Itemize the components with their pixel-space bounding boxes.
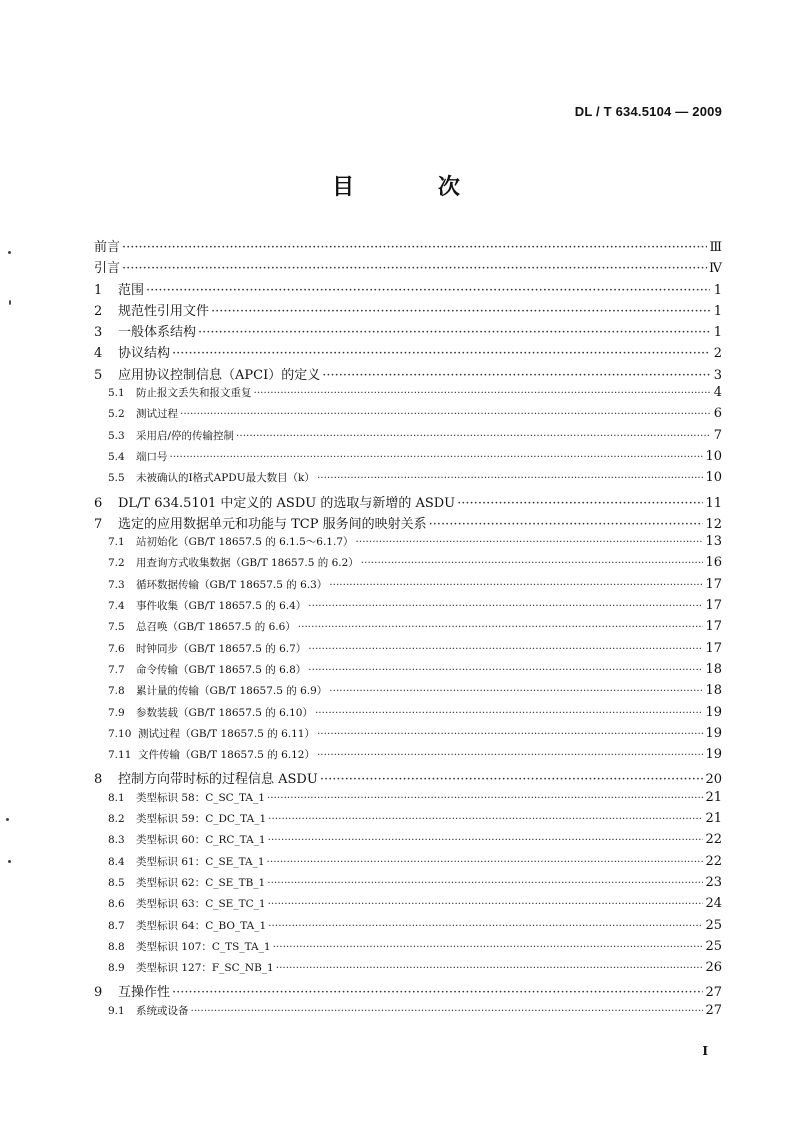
toc-entry-page: 10	[705, 448, 722, 464]
toc-entry-number: 8	[94, 772, 103, 788]
toc-entry-label: 类型标识 61：C_SE_TA_1	[136, 855, 265, 868]
toc-entry-number: 4	[94, 346, 103, 362]
toc-entry-number: 8.4	[108, 855, 125, 868]
toc-entry[interactable]	[94, 406, 722, 427]
toc-entry-label: 类型标识 58：C_SC_TA_1	[136, 791, 265, 804]
toc-leader-dots	[273, 941, 704, 953]
toc-leader-dots	[170, 451, 704, 463]
toc-entry-label: 类型标识 107：C_TS_TA_1	[136, 940, 271, 953]
scan-speck	[6, 818, 9, 821]
toc-entry[interactable]	[94, 981, 722, 1002]
toc-entry-page: 25	[705, 938, 722, 954]
toc-entry-number: 7.8	[108, 685, 125, 698]
toc-entry-number: 7.7	[108, 663, 125, 676]
toc-entry-number: 5.1	[108, 387, 125, 400]
toc-entry-number: 6	[94, 495, 103, 511]
toc-entry-number: 7.6	[108, 642, 125, 655]
toc-leader-dots	[254, 387, 711, 399]
toc-entry-page: Ⅳ	[709, 261, 722, 277]
toc-entry-page: 24	[705, 896, 722, 912]
toc-entry-page: 17	[705, 619, 722, 635]
toc-entry[interactable]	[94, 342, 722, 363]
toc-entry-label: 累计量的传输（GB/T 18657.5 的 6.9）	[136, 685, 328, 698]
toc-entry-label: 类型标识 64：C_BO_TA_1	[136, 919, 267, 932]
table-of-contents	[94, 236, 722, 1024]
toc-entry[interactable]	[94, 726, 722, 747]
toc-entry-number: 7.3	[108, 578, 125, 591]
toc-leader-dots	[356, 536, 704, 548]
toc-entry-number: 3	[94, 325, 103, 341]
toc-leader-dots	[320, 772, 704, 787]
toc-entry-number: 8.3	[108, 834, 125, 847]
toc-entry[interactable]	[94, 875, 722, 896]
toc-entry[interactable]	[94, 918, 722, 939]
toc-entry[interactable]	[94, 683, 722, 704]
toc-leader-dots	[180, 408, 710, 420]
toc-entry-label: 引言	[94, 261, 121, 277]
toc-entry-label: 协议结构	[118, 346, 171, 362]
toc-leader-dots	[329, 579, 703, 591]
toc-entry[interactable]	[94, 896, 722, 917]
toc-leader-dots	[308, 643, 703, 655]
toc-entry-number: 8.9	[108, 962, 125, 975]
toc-entry-page: 16	[705, 555, 722, 571]
toc-entry-page: 27	[705, 985, 722, 1001]
toc-entry-number: 1	[94, 282, 103, 298]
toc-entry-number: 7.1	[108, 536, 125, 549]
toc-entry[interactable]	[94, 577, 722, 598]
toc-leader-dots	[236, 430, 710, 442]
toc-entry-page: 1	[713, 282, 722, 298]
toc-entry[interactable]	[94, 449, 722, 470]
toc-entry[interactable]	[94, 364, 722, 385]
toc-leader-dots	[211, 304, 710, 319]
toc-entry-label: 范围	[118, 282, 145, 298]
toc-entry-label: 互操作性	[118, 985, 171, 1001]
toc-entry-page: Ⅲ	[709, 240, 722, 255]
toc-entry[interactable]	[94, 321, 722, 342]
toc-entry-label: 循环数据传输（GB/T 18657.5 的 6.3）	[136, 578, 328, 591]
toc-entry-page: 18	[705, 683, 722, 699]
toc-entry-number: 7	[94, 516, 103, 532]
toc-entry[interactable]	[94, 641, 722, 662]
toc-entry-number: 7.5	[108, 621, 125, 634]
toc-entry-page: 10	[705, 470, 722, 486]
scan-speck	[9, 300, 11, 305]
toc-leader-dots	[361, 557, 704, 569]
toc-entry[interactable]	[94, 534, 722, 555]
toc-entry-page: 22	[705, 853, 722, 869]
toc-entry-page: 6	[713, 406, 722, 422]
toc-leader-dots	[329, 685, 703, 697]
toc-leader-dots	[198, 325, 710, 340]
toc-entry-page: 18	[705, 661, 722, 677]
toc-entry-label: 测试过程（GB/T 18657.5 的 6.11）	[138, 727, 315, 740]
toc-entry-number: 8.5	[108, 876, 125, 889]
toc-entry-label: 测试过程	[136, 408, 178, 421]
toc-entry-label: 类型标识 63：C_SE_TC_1	[136, 898, 266, 911]
toc-entry[interactable]	[94, 790, 722, 811]
toc-entry-page: 21	[705, 789, 722, 805]
toc-leader-dots	[298, 621, 704, 633]
toc-entry-page: 21	[705, 811, 722, 827]
toc-entry-page: 20	[705, 772, 722, 788]
toc-leader-dots	[268, 920, 703, 932]
toc-entry-number: 5.2	[108, 408, 125, 421]
toc-entry-label: 选定的应用数据单元和功能与 TCP 服务间的映射关系	[118, 516, 427, 532]
toc-entry-label: 控制方向带时标的过程信息 ASDU	[118, 772, 318, 788]
toc-entry[interactable]	[94, 257, 722, 278]
toc-entry[interactable]	[94, 811, 722, 832]
toc-entry-page: 7	[713, 427, 722, 443]
toc-entry-page: 22	[705, 832, 722, 848]
page-number: I	[702, 1044, 708, 1058]
toc-entry-label: 类型标识 127：F_SC_NB_1	[136, 962, 274, 975]
toc-entry[interactable]	[94, 662, 722, 683]
toc-entry-label: 前言	[94, 240, 121, 255]
toc-entry-label: 一般体系结构	[118, 325, 197, 341]
toc-leader-dots	[317, 728, 703, 740]
toc-entry-label: 参数装载（GB/T 18657.5 的 6.10）	[136, 706, 313, 719]
toc-entry-number: 2	[94, 303, 103, 319]
toc-leader-dots	[122, 240, 707, 255]
toc-entry-label: 系统或设备	[136, 1004, 189, 1017]
toc-entry-number: 7.11	[108, 749, 132, 762]
toc-entry-page: 19	[705, 747, 722, 763]
toc-entry-page: 17	[705, 576, 722, 592]
toc-entry-label: 用查询方式收集数据（GB/T 18657.5 的 6.2）	[136, 557, 359, 570]
toc-entry-page: 1	[713, 303, 722, 319]
toc-entry-number: 5.3	[108, 429, 125, 442]
toc-entry-page: 12	[705, 516, 722, 532]
toc-leader-dots	[122, 261, 707, 276]
toc-entry-label: 文件传输（GB/T 18657.5 的 6.12）	[138, 749, 315, 762]
toc-entry-page: 3	[713, 367, 722, 383]
page-title: 目 次	[332, 174, 498, 200]
toc-entry[interactable]	[94, 300, 722, 321]
toc-leader-dots	[322, 368, 710, 383]
toc-entry-label: 类型标识 60：C_RC_TA_1	[136, 834, 266, 847]
toc-entry-number: 5	[94, 367, 103, 383]
toc-entry[interactable]	[94, 854, 722, 875]
toc-entry-number: 7.10	[108, 727, 132, 740]
toc-leader-dots	[308, 600, 703, 612]
toc-entry-label: 命令传输（GB/T 18657.5 的 6.8）	[136, 663, 307, 676]
toc-entry[interactable]	[94, 513, 722, 534]
toc-entry-label: 防止报文丢失和报文重复	[136, 387, 252, 400]
toc-entry-page: 25	[705, 917, 722, 933]
toc-entry[interactable]	[94, 492, 722, 513]
toc-entry-number: 7.2	[108, 557, 125, 570]
toc-leader-dots	[268, 813, 703, 825]
toc-entry[interactable]	[94, 619, 722, 640]
toc-leader-dots	[146, 283, 710, 298]
toc-entry-label: 类型标识 59：C_DC_TA_1	[136, 813, 267, 826]
toc-entry[interactable]	[94, 832, 722, 853]
toc-entry-page: 11	[705, 495, 722, 511]
toc-leader-dots	[308, 664, 703, 676]
toc-entry-page: 27	[705, 1002, 722, 1018]
toc-entry-page: 19	[705, 725, 722, 741]
toc-entry-label: 时钟同步（GB/T 18657.5 的 6.7）	[136, 642, 307, 655]
toc-entry[interactable]	[94, 747, 722, 768]
toc-entry-number: 7.9	[108, 706, 125, 719]
toc-entry-number: 8.2	[108, 813, 125, 826]
toc-entry[interactable]	[94, 768, 722, 789]
toc-entry-page: 26	[705, 960, 722, 976]
toc-entry-number: 8.6	[108, 898, 125, 911]
toc-entry-number: 7.4	[108, 600, 125, 613]
toc-leader-dots	[457, 496, 703, 511]
toc-leader-dots	[429, 517, 704, 532]
toc-leader-dots	[267, 792, 704, 804]
toc-entry-page: 17	[705, 640, 722, 656]
toc-entry-page: 4	[713, 385, 722, 401]
toc-entry-page: 19	[705, 704, 722, 720]
scan-speck	[8, 251, 11, 254]
toc-entry-page: 17	[705, 598, 722, 614]
toc-entry-label: 未被确认的Ⅰ格式APDU最大数目（k）	[136, 472, 315, 485]
toc-leader-dots	[267, 856, 704, 868]
toc-leader-dots	[317, 472, 704, 484]
toc-entry-page: 23	[705, 874, 722, 890]
toc-entry-label: 事件收集（GB/T 18657.5 的 6.4）	[136, 600, 307, 613]
toc-entry-label: 端口号	[136, 450, 168, 463]
toc-entry[interactable]	[94, 939, 722, 960]
standard-number: DL / T 634.5104 — 2009	[574, 104, 722, 119]
toc-entry-page: 1	[713, 325, 722, 341]
toc-entry-number: 9	[94, 985, 103, 1001]
toc-entry-number: 5.5	[108, 472, 125, 485]
toc-entry[interactable]	[94, 470, 722, 491]
toc-entry[interactable]	[94, 705, 722, 726]
toc-leader-dots	[267, 877, 703, 889]
toc-entry-label: 应用协议控制信息（APCI）的定义	[118, 367, 321, 383]
toc-leader-dots	[268, 898, 704, 910]
toc-entry[interactable]	[94, 428, 722, 449]
toc-leader-dots	[172, 985, 703, 1000]
toc-leader-dots	[317, 749, 703, 761]
toc-leader-dots	[315, 707, 703, 719]
toc-entry-page: 2	[713, 346, 722, 362]
toc-entry[interactable]	[94, 385, 722, 406]
toc-entry-number: 8.1	[108, 791, 125, 804]
toc-entry[interactable]	[94, 598, 722, 619]
scan-speck	[8, 860, 11, 863]
toc-leader-dots	[172, 346, 710, 361]
toc-entry-label: 总召唤（GB/T 18657.5 的 6.6）	[136, 621, 296, 634]
toc-entry-label: DL/T 634.5101 中定义的 ASDU 的选取与新增的 ASDU	[118, 495, 456, 511]
toc-leader-dots	[268, 834, 704, 846]
toc-entry-number: 5.4	[108, 450, 125, 463]
toc-leader-dots	[191, 1005, 704, 1017]
toc-entry-number: 8.7	[108, 919, 125, 932]
toc-entry-number: 9.1	[108, 1004, 125, 1017]
toc-entry-label: 规范性引用文件	[118, 303, 210, 319]
toc-entry[interactable]	[94, 1003, 722, 1024]
toc-entry-page: 13	[705, 534, 722, 550]
toc-entry[interactable]	[94, 555, 722, 576]
toc-entry-label: 采用启/停的传输控制	[136, 429, 235, 442]
toc-entry-label: 站初始化（GB/T 18657.5 的 6.1.5～6.1.7）	[136, 536, 354, 549]
toc-leader-dots	[276, 962, 704, 974]
toc-entry[interactable]	[94, 960, 722, 981]
toc-entry-label: 类型标识 62：C_SE_TB_1	[136, 876, 266, 889]
toc-entry[interactable]	[94, 236, 722, 257]
toc-entry-number: 8.8	[108, 940, 125, 953]
toc-entry[interactable]	[94, 279, 722, 300]
